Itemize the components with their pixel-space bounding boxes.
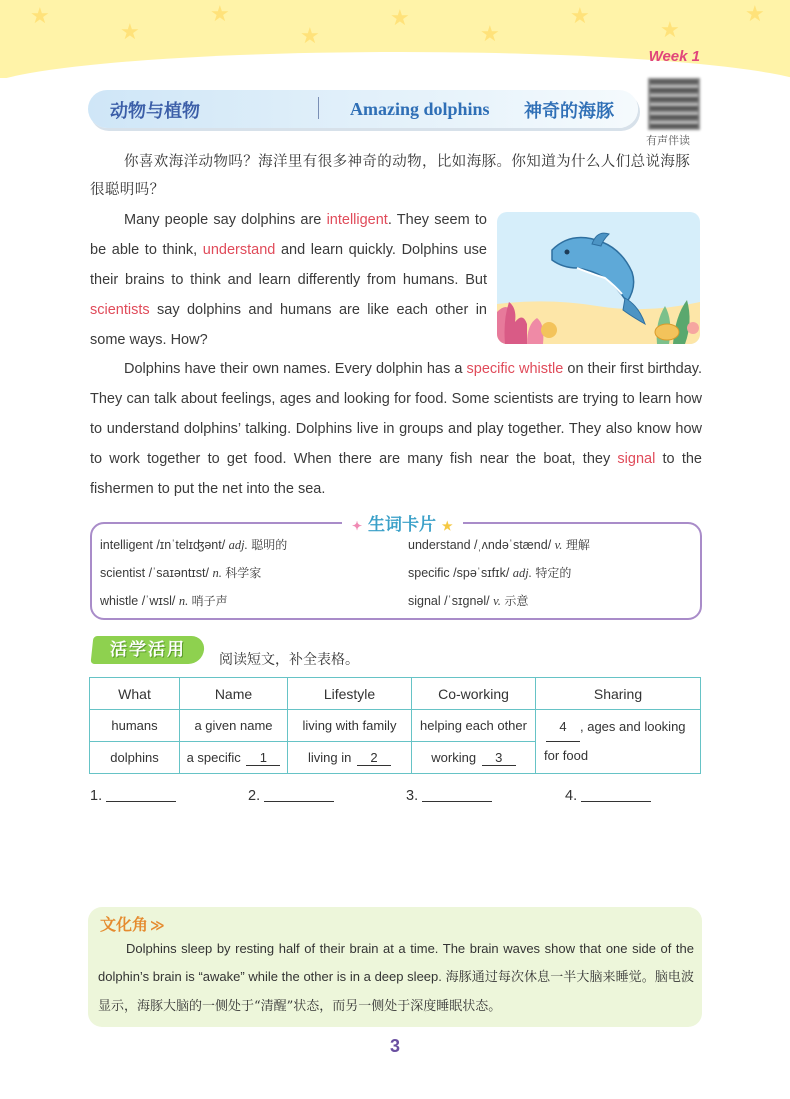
lesson-title-cn: 神奇的海豚 (524, 101, 614, 122)
highlight-word: scientists (90, 302, 150, 318)
star-icon: ★ (210, 2, 230, 27)
culture-corner (88, 907, 702, 1027)
culture-heading: 文化角 ≫ (100, 915, 165, 934)
passage-paragraph-1: Many people say dolphins are intelligent. They seem to be able to think, understand and learn quickly. Dolphins use their brains to think and learn differently from humans. But scientists say dolphins and humans are like each other in some ways. How? (90, 212, 487, 348)
passage-paragraph-2: Dolphins have their own names. Every dolphin has a specific whistle on their first birthday. They can talk about feelings, ages and looking for food. Some scientists are trying to learn how to understand dolphins’ talking. Dolphins live in groups and play together. They also know how to work together to get food. When there are many fish near the boat, they signal to the fishermen to put the net into the sea. (90, 361, 702, 497)
answer-line-1[interactable]: 1. (90, 788, 176, 804)
table-cell: helping each other (412, 710, 536, 742)
answer-line-3[interactable]: 3. (406, 788, 492, 804)
table-cell: living with family (288, 710, 412, 742)
vocab-item: understand /ˌʌndəˈstænd/ v. 理解 (408, 538, 590, 552)
intro-question: 你喜欢海洋动物吗？海洋里有很多神奇的动物，比如海豚。你知道为什么人们总说海豚很聪明吗？ (90, 154, 691, 198)
table-header-row (90, 678, 701, 710)
column-header: Lifestyle (288, 678, 412, 710)
answer-line-4[interactable]: 4. (565, 788, 651, 804)
column-header: Name (180, 678, 288, 710)
highlight-word: signal (617, 451, 656, 467)
star-icon: ★ (390, 6, 410, 31)
fill-in-table (89, 677, 701, 774)
week-label: Week 1 (648, 48, 700, 65)
table-cell: working 3 (412, 742, 536, 774)
answer-blank[interactable]: 2 (357, 750, 391, 766)
column-header: Sharing (536, 678, 701, 710)
answer-blank[interactable]: 4 (546, 713, 580, 742)
star-icon: ★ (120, 20, 140, 45)
title-divider (318, 97, 319, 119)
star-icon: ★ (480, 22, 500, 47)
category-label: 动物与植物 (110, 101, 200, 122)
vocabulary-card (90, 522, 702, 620)
dolphin-illustration (497, 212, 700, 344)
answer-line-2[interactable]: 2. (248, 788, 334, 804)
star-icon: ★ (745, 2, 765, 27)
page-number: 3 (389, 1036, 400, 1056)
star-icon: ★ (30, 4, 50, 29)
activity-instruction: 阅读短文，补全表格。 (219, 652, 359, 668)
table-cell: living in 2 (288, 742, 412, 774)
star-icon: ★ (300, 24, 320, 49)
star-icon: ★ (570, 4, 590, 29)
qr-code-icon[interactable] (648, 78, 700, 130)
vocab-item: specific /spəˈsɪfɪk/ adj. 特定的 (408, 566, 572, 580)
vocab-card-title: ✦ 生词卡片 ★ (342, 510, 463, 535)
culture-text: Dolphins sleep by resting half of their brain at a time. The brain waves show that one side of the dolphin’s brain is “awake” while the other is in a deep sleep. 海豚通过每次休息一半大脑来睡觉。脑电波显示，海豚大脑的一侧处于“清醒”状态，而另一侧处于深度睡眠状态。 (98, 941, 694, 1014)
double-chevron-icon: ≫ (150, 918, 165, 934)
activity-badge: 活学活用 (91, 636, 206, 664)
vocab-item: signal /ˈsɪgnəl/ v. 示意 (408, 594, 529, 608)
lesson-title-en: Amazing dolphins (350, 99, 490, 119)
top-decorative-band (0, 0, 790, 78)
highlight-word: intelligent (326, 212, 388, 228)
answer-blank[interactable]: 3 (482, 750, 516, 766)
vocab-item: scientist /ˈsaɪəntɪst/ n. 科学家 (100, 566, 262, 580)
table-cell: a specific 1 (180, 742, 288, 774)
highlight-word: understand (202, 242, 276, 258)
star-icon: ✦ (352, 519, 363, 533)
highlight-word: specific whistle (466, 361, 564, 377)
table-row (90, 710, 701, 742)
table-cell: dolphins (90, 742, 180, 774)
table-cell: humans (90, 710, 180, 742)
star-icon: ★ (660, 18, 680, 43)
answer-blank[interactable]: 1 (246, 750, 280, 766)
vocab-item: whistle /ˈwɪsl/ n. 哨子声 (100, 594, 228, 608)
lesson-title-bar (88, 90, 638, 128)
vocab-item: intelligent /ɪnˈtelɪʤənt/ adj. 聪明的 (100, 538, 288, 552)
column-header: Co-working (412, 678, 536, 710)
qr-label: 有声伴读 (646, 134, 690, 147)
table-cell: a given name (180, 710, 288, 742)
column-header: What (90, 678, 180, 710)
table-cell-sharing: 4 , ages and looking for food (536, 710, 701, 774)
star-icon: ★ (441, 519, 453, 533)
